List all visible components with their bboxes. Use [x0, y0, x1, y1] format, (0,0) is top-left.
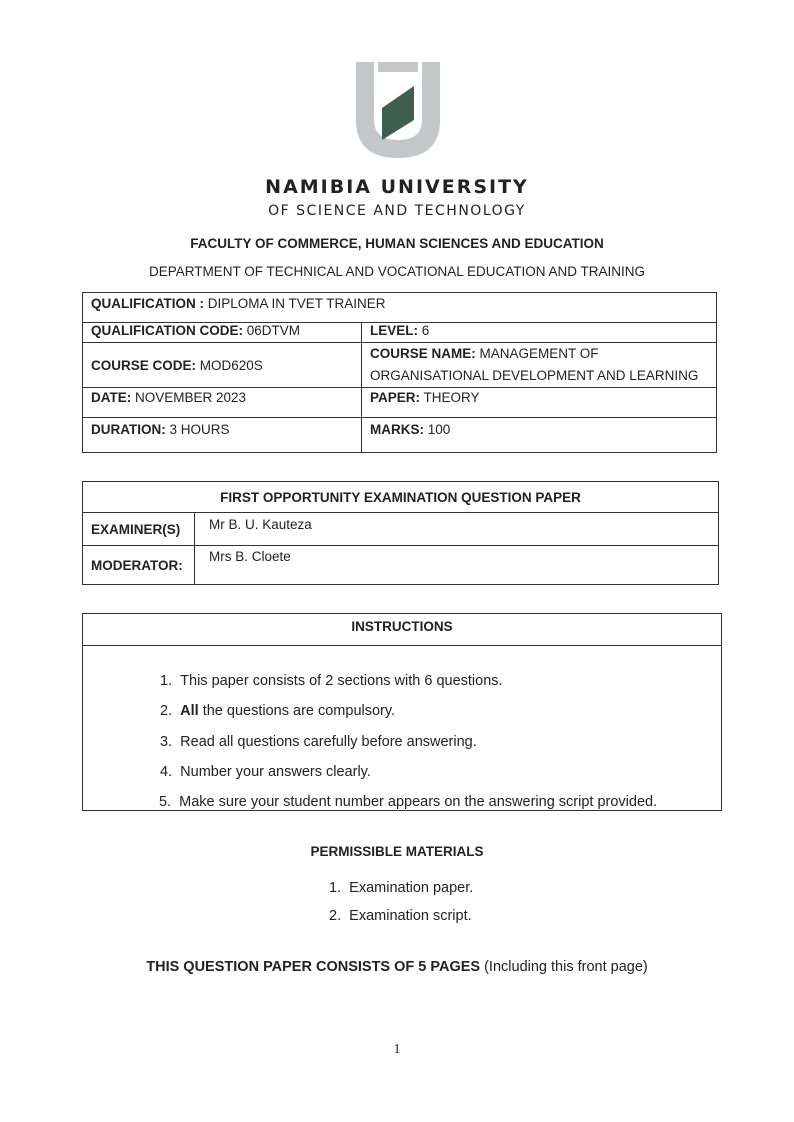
marks: 100	[427, 422, 451, 437]
examiner: Mr B. U. Kauteza	[195, 513, 719, 546]
instruction-item: 3. Read all questions carefully before answering.	[160, 733, 477, 750]
examiners-table	[82, 481, 719, 585]
course-details-table	[82, 292, 717, 453]
paper-label: PAPER:	[370, 390, 421, 405]
qualification-label: QUALIFICATION :	[91, 296, 204, 311]
instruction-item: 1. This paper consists of 2 sections with 6 questions.	[160, 673, 503, 689]
examiner-label: EXAMINER(S)	[83, 513, 195, 546]
instructions-title: INSTRUCTIONS	[83, 614, 721, 646]
course-code-label: COURSE CODE:	[91, 357, 197, 373]
materials-list	[329, 874, 473, 930]
moderator: Mrs B. Cloete	[195, 546, 719, 585]
qualification: DIPLOMA IN TVET TRAINER	[207, 296, 386, 311]
marks-label: MARKS:	[370, 422, 424, 437]
instruction-item: 2. All the questions are compulsory.	[160, 703, 396, 720]
instruction-item: 5. Make sure your student number appears on the answering script provided.	[159, 794, 658, 811]
duration-label: DURATION:	[91, 422, 166, 437]
date: NOVEMBER 2023	[135, 390, 247, 405]
page-count-note: THIS QUESTION PAPER CONSISTS OF 5 PAGES (Including this front page)	[146, 959, 648, 975]
course-name: MANAGEMENT OF	[479, 346, 599, 361]
moderator-label: MODERATOR:	[83, 546, 195, 585]
instructions-list	[160, 666, 657, 817]
duration: 3 HOURS	[169, 422, 230, 437]
exam-title: FIRST OPPORTUNITY EXAMINATION QUESTION PAPER	[83, 482, 719, 513]
university-name: NAMIBIA UNIVERSITY	[265, 176, 529, 198]
faculty: FACULTY OF COMMERCE, HUMAN SCIENCES AND EDUCATION	[190, 236, 604, 251]
university-logo	[350, 58, 446, 162]
course-code: MOD620S	[199, 357, 263, 373]
date-label: DATE:	[91, 390, 132, 405]
department: DEPARTMENT OF TECHNICAL AND VOCATIONAL EDUCATION AND TRAINING	[148, 264, 646, 279]
instruction-item: 4. Number your answers clearly.	[160, 763, 371, 780]
university-subtitle: OF SCIENCE AND TECHNOLOGY	[268, 203, 526, 219]
paper: THEORY	[423, 390, 480, 405]
qual-code: 06DTVM	[246, 323, 301, 338]
material-item: 1. Examination paper.	[329, 880, 474, 896]
materials-title: PERMISSIBLE MATERIALS	[310, 844, 484, 859]
qual-code-label: QUALIFICATION CODE:	[91, 323, 243, 338]
material-item: 2. Examination script.	[329, 908, 472, 924]
level-label: LEVEL:	[370, 323, 419, 338]
course-name-cont: ORGANISATIONAL DEVELOPMENT AND LEARNING	[370, 368, 699, 383]
level: 6	[421, 323, 430, 338]
page-number: 1	[393, 1042, 401, 1057]
course-name-label: COURSE NAME:	[370, 346, 476, 361]
